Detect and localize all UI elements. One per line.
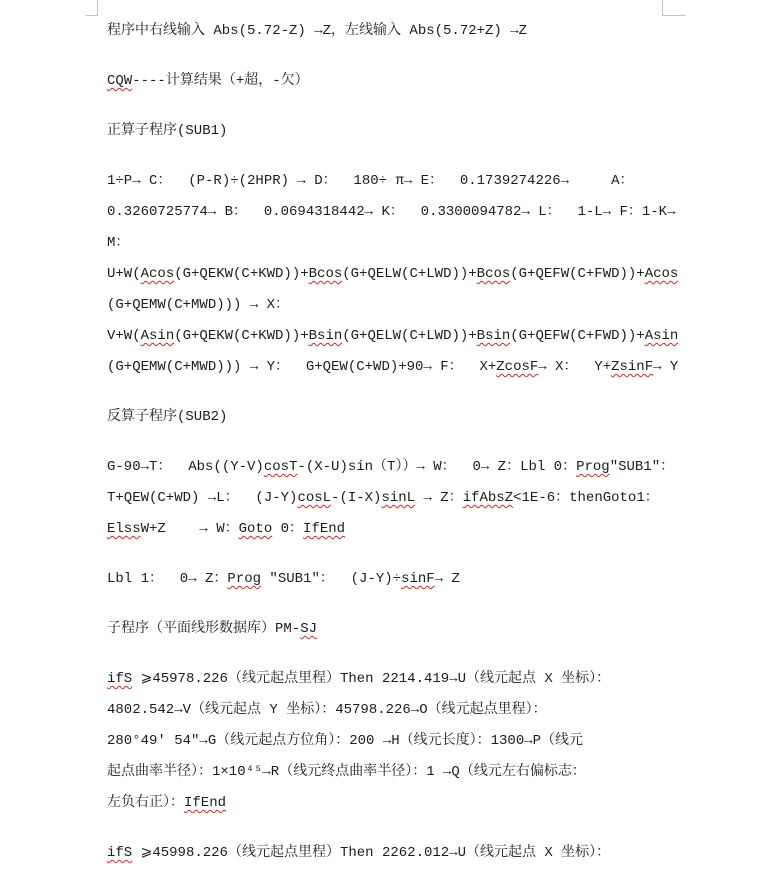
text-line xyxy=(107,166,767,197)
text-run: → Z xyxy=(434,571,460,587)
text-run: (G+QEFW(C+FWD))+ xyxy=(510,328,645,344)
spellcheck-flagged-word: Prog xyxy=(576,459,610,475)
spellcheck-flagged-word: ifS xyxy=(107,671,133,687)
spellcheck-flagged-word: IfEnd xyxy=(303,521,346,537)
text-line xyxy=(107,402,767,433)
text-run: 4802.542→V（线元起点 Y 坐标）：45798.226→O（线元起点里程）： xyxy=(107,702,547,718)
text-run: 0： xyxy=(272,521,304,537)
paragraph xyxy=(107,402,767,433)
spellcheck-flagged-word: SJ xyxy=(300,621,318,637)
text-run: ----计算结果（+超，-欠） xyxy=(132,73,309,89)
text-run: 280°49′ 54″→G（线元起点方位角）：200 →H（线元长度）：1300→P（线元 xyxy=(107,733,584,749)
text-line xyxy=(107,16,767,47)
spellcheck-flagged-word: ZsinF xyxy=(611,359,654,375)
text-line xyxy=(107,564,767,595)
page-corner-mark-top-left xyxy=(86,15,98,16)
text-line xyxy=(107,838,767,869)
spellcheck-flagged-word: Asin xyxy=(644,328,679,344)
paragraph xyxy=(107,664,767,819)
text-line xyxy=(107,788,767,819)
spellcheck-flagged-word: ifAbsZ xyxy=(462,490,514,506)
text-run: U+W( xyxy=(107,266,141,282)
spellcheck-flagged-word: Asin xyxy=(140,328,175,344)
text-run: (G+QEMW(C+MWD))) → X： xyxy=(107,297,290,313)
text-run: <1E-6：thenGoto1： xyxy=(513,490,659,506)
spellcheck-flagged-word: Bcos xyxy=(476,266,511,282)
text-line xyxy=(107,514,767,545)
text-run: 起点曲率半径）：1×10⁴⁵→R（线元终点曲率半径）：1 →Q（线元左右偏标志： xyxy=(107,764,586,780)
text-line xyxy=(107,259,767,290)
page-corner-mark-top-right xyxy=(662,0,663,16)
spellcheck-flagged-word: cosT xyxy=(263,459,298,475)
spellcheck-flagged-word: Bcos xyxy=(308,266,343,282)
text-run: → Z： xyxy=(415,490,463,506)
text-line xyxy=(107,757,767,788)
text-run: ⩾45978.226（线元起点里程）Then 2214.419→U（线元起点 X 坐标）： xyxy=(132,671,611,687)
spellcheck-flagged-word: CQW xyxy=(107,73,133,89)
paragraph xyxy=(107,66,767,97)
text-run: 正算子程序(SUB1) xyxy=(107,123,228,139)
text-run: V+W( xyxy=(107,328,141,344)
text-run: 0.3260725774→ B： 0.0694318442→ K： 0.3300094782→ L： 1-L→ F：1-K→ xyxy=(107,204,676,220)
spellcheck-flagged-word: Bsin xyxy=(476,328,511,344)
spellcheck-flagged-word: Goto xyxy=(238,521,273,537)
document-body[interactable] xyxy=(107,16,767,872)
paragraph xyxy=(107,166,767,383)
text-run: 1÷P→ C： (P-R)÷(2HPR) → D： 180÷ π→ E： 0.1739274226→ A： xyxy=(107,173,634,189)
text-run: (G+QELW(C+LWD))+ xyxy=(342,266,477,282)
text-run: (G+QEKW(C+KWD))+ xyxy=(174,266,309,282)
text-line xyxy=(107,452,767,483)
spellcheck-flagged-word: Prog xyxy=(227,571,262,587)
paragraph xyxy=(107,614,767,645)
text-line xyxy=(107,66,767,97)
text-run: ⩾45998.226（线元起点里程）Then 2262.012→U（线元起点 X 坐标）： xyxy=(132,845,611,861)
spellcheck-flagged-word: sinF xyxy=(401,571,435,587)
text-run: (G+QEFW(C+FWD))+ xyxy=(510,266,645,282)
text-line xyxy=(107,614,767,645)
text-line xyxy=(107,726,767,757)
text-run: -(I-X) xyxy=(331,490,382,506)
text-line xyxy=(107,228,767,259)
paragraph xyxy=(107,16,767,47)
text-run: M： xyxy=(107,235,130,251)
page-corner-mark-top-left xyxy=(97,0,98,16)
text-run: (G+QEMW(C+MWD))) → Y： G+QEW(C+WD)+90→ F： X+ xyxy=(107,359,497,375)
text-run: W+Z → W： xyxy=(140,521,239,537)
paragraph xyxy=(107,564,767,595)
text-line xyxy=(107,483,767,514)
text-run: 左负右正）： xyxy=(107,795,184,811)
text-run: "SUB1"： (J-Y)÷ xyxy=(261,571,402,587)
text-line xyxy=(107,352,767,383)
paragraph xyxy=(107,452,767,545)
paragraph xyxy=(107,838,767,869)
text-run: -(X-U)sin（T））→ W： 0→ Z：Lbl 0： xyxy=(297,459,577,475)
spellcheck-flagged-word: cosL xyxy=(297,490,332,506)
spellcheck-flagged-word: Elss xyxy=(107,521,141,537)
text-run: → Y xyxy=(653,359,679,375)
text-run: (G+QEKW(C+KWD))+ xyxy=(174,328,309,344)
spellcheck-flagged-word: Bsin xyxy=(308,328,343,344)
text-run: 程序中右线输入 Abs(5.72-Z) →Z，左线输入 Abs(5.72+Z) →Z xyxy=(107,23,528,39)
text-run: G-90→T： Abs((Y-V) xyxy=(107,459,264,475)
text-run: "SUB1"： xyxy=(609,459,675,475)
spellcheck-flagged-word: ifS xyxy=(107,845,133,861)
spellcheck-flagged-word: Acos xyxy=(644,266,679,282)
text-line xyxy=(107,321,767,352)
text-line xyxy=(107,197,767,228)
text-run: 反算子程序(SUB2) xyxy=(107,409,228,425)
text-run: (G+QELW(C+LWD))+ xyxy=(342,328,477,344)
text-run: T+QEW(C+WD) →L： (J-Y) xyxy=(107,490,298,506)
spellcheck-flagged-word: Acos xyxy=(140,266,175,282)
text-line xyxy=(107,695,767,726)
spellcheck-flagged-word: ZcosF xyxy=(496,359,539,375)
text-line xyxy=(107,664,767,695)
text-run: Lbl 1： 0→ Z： xyxy=(107,571,228,587)
paragraph xyxy=(107,116,767,147)
text-run: → X： Y+ xyxy=(538,359,612,375)
text-line xyxy=(107,116,767,147)
spellcheck-flagged-word: sinL xyxy=(381,490,416,506)
text-line xyxy=(107,290,767,321)
spellcheck-flagged-word: IfEnd xyxy=(184,795,227,811)
text-run: 子程序（平面线形数据库）PM- xyxy=(107,621,301,637)
